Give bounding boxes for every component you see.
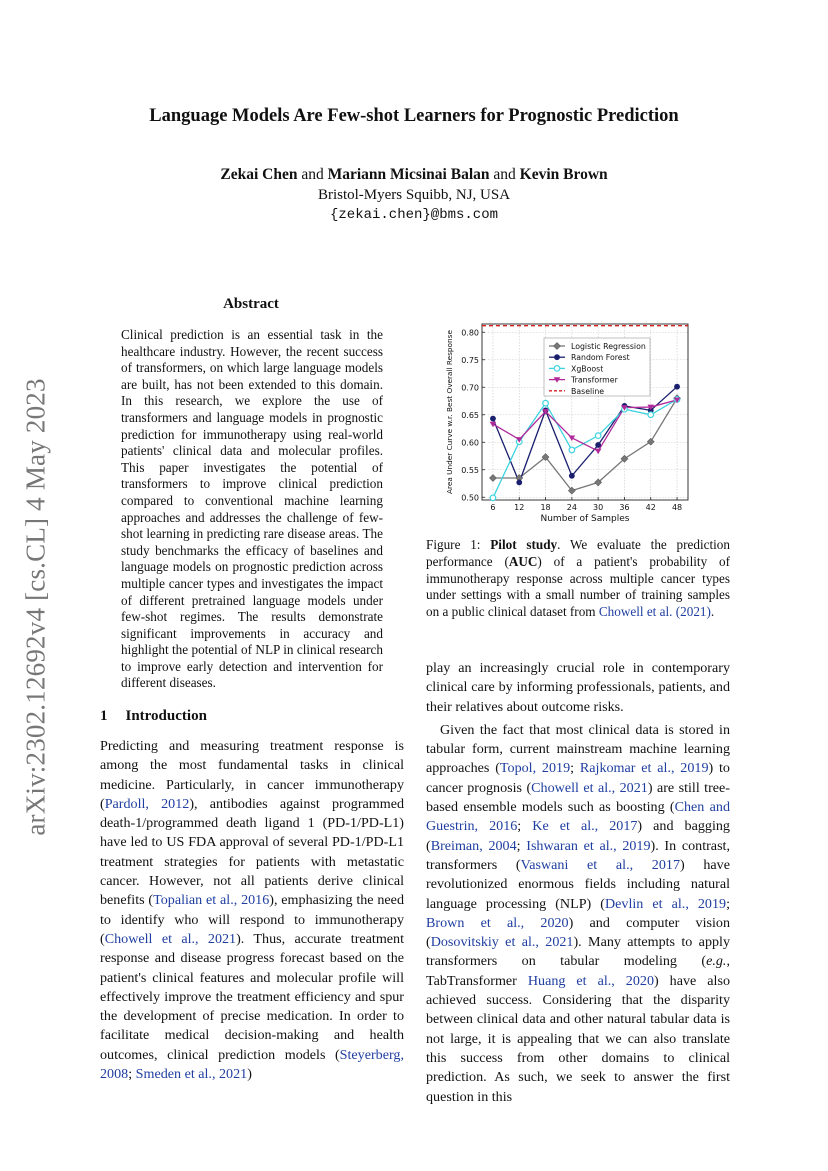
x-tick-label: 30 — [593, 503, 604, 512]
intro-right-column — [426, 659, 730, 1107]
data-point — [595, 449, 602, 455]
citation-link[interactable]: Devlin et al., 2019 — [605, 895, 727, 912]
text-run: ; — [570, 760, 580, 777]
intro-paragraph-2 — [426, 721, 730, 1107]
legend-label: XgBoost — [571, 364, 604, 374]
data-point — [569, 473, 575, 479]
data-point — [490, 416, 496, 422]
y-tick-label: 0.60 — [461, 438, 479, 448]
text-run: ). Many attempts to apply transformers on tabular modeling ( — [426, 934, 730, 970]
author-sep-2: and — [493, 166, 516, 183]
citation-link[interactable]: Rajkomar et al., 2019 — [579, 760, 709, 777]
data-point — [674, 384, 680, 390]
abstract-heading: Abstract — [223, 296, 279, 312]
data-point — [489, 474, 496, 481]
email: {zekai.chen}@bms.com — [329, 207, 499, 223]
text-run: ) and bagging ( — [426, 818, 730, 854]
text-run: ; — [517, 818, 533, 835]
figure-1-caption — [426, 537, 730, 621]
paper-title: Language Models Are Few-shot Learners for Prognostic Prediction — [149, 106, 679, 126]
abstract-body: Clinical prediction is an essential task in the healthcare industry. However, the recent success of transformers, on which large language models are built, has not been extended to this domain. In this research, we explore the use of transformers and language models in prognostic prediction for immunotherapy using real-world patients' clinical data and molecular profiles. This paper investigates the potential of transformers to improve clinical prediction compared to conventional machine learning approaches and addresses the challenge of few-shot learning in predicting rare disease areas. The study benchmarks the efficacy of baselines and language models on prognostic prediction across multiple cancer types and investigates the impact of different pretrained language models under few-shot regimes. The results demonstrate significant improvements in accuracy and highlight the potential of NLP in clinical research to improve early detection and intervention for different diseases. — [121, 327, 383, 691]
intro-left-column — [100, 737, 404, 1084]
caption-text-1: . We evaluate the prediction performance ( — [426, 537, 730, 569]
x-tick-label: 24 — [566, 503, 577, 512]
caption-bold: Pilot study — [490, 537, 558, 552]
text-run: ) are still tree-based ensemble models such as boosting ( — [426, 779, 730, 816]
y-tick-label: 0.70 — [461, 383, 479, 393]
data-point — [647, 438, 654, 445]
y-tick-label: 0.75 — [461, 355, 479, 365]
legend-label: Baseline — [571, 386, 605, 396]
caption-text-2: ) of a patient's probability of immunotherapy response across multiple cancer types under settings with a small number of training samples on a public clinical dataset from — [426, 553, 730, 620]
citation-link[interactable]: Breiman, 2004 — [430, 837, 517, 854]
legend-marker — [554, 354, 560, 360]
x-axis-label: Number of Samples — [540, 514, 630, 524]
text-run: ). In contrast, transformers ( — [426, 837, 730, 873]
author-1: Zekai Chen — [220, 166, 298, 183]
section-title: Introduction — [125, 708, 207, 724]
text-run: ), emphasizing the need to identify who will respond to immunotherapy ( — [100, 892, 404, 947]
citation-link[interactable]: Huang et al., 2020 — [527, 972, 654, 989]
italic-run: e.g. — [706, 953, 727, 970]
arxiv-stamp — [19, 364, 53, 850]
data-point — [490, 495, 496, 501]
x-tick-label: 18 — [540, 503, 551, 512]
series-line — [493, 387, 677, 483]
intro-paragraph-1 — [100, 737, 404, 1084]
legend-label: Transformer — [571, 375, 618, 385]
text-run: Given the fact that most clinical data is stored in tabular form, current mainstream machine learning approaches ( — [426, 721, 730, 777]
citation-link[interactable]: Ke et al., 2017 — [532, 818, 638, 835]
data-point — [569, 447, 575, 453]
text-run: Predicting and measuring treatment response is among the most fundamental tasks in clinical medicine. Particularly, in cancer immunotherapy ( — [100, 738, 404, 812]
citation-link[interactable]: Smeden et al., 2021 — [135, 1066, 248, 1083]
citation-link[interactable]: Topalian et al., 2016 — [153, 892, 270, 909]
caption-label: Figure 1: — [426, 537, 491, 552]
data-point — [648, 412, 654, 418]
data-point — [595, 433, 601, 439]
caption-end: . — [710, 604, 715, 620]
citation-link[interactable]: Steyerberg, 2008 — [100, 1046, 404, 1083]
citation-link[interactable]: Vaswani et al., 2017 — [520, 856, 680, 873]
citation-link[interactable]: Chen and Guestrin, 2016 — [426, 799, 731, 835]
y-axis-label: Area Under Curve w.r. Best Overall Response — [445, 330, 454, 494]
author-3: Kevin Brown — [519, 166, 608, 183]
intro-paragraph-1-cont: play an increasingly crucial role in contemporary clinical care by informing professionals, patients, and their relatives about outcome risks. — [426, 660, 730, 715]
y-tick-label: 0.80 — [461, 328, 479, 338]
text-run: ) to cancer prognosis ( — [426, 760, 730, 796]
citation-link[interactable]: Ishwaran et al., 2019 — [526, 837, 651, 854]
section-number: 1 — [100, 708, 108, 724]
author-2: Mariann Micsinai Balan — [327, 166, 490, 183]
text-run: ), antibodies against programmed death-1/programmed death ligand 1 (PD-1/PD-L1) have led to US FDA approval of several PD-1/PD-L1 treatment strategies for patients with metastatic cancer. However, not all patients derive clinical benefits ( — [100, 795, 404, 909]
author-list — [0, 166, 828, 184]
x-tick-label: 36 — [619, 503, 630, 512]
y-tick-label: 0.55 — [461, 465, 479, 475]
y-tick-label: 0.50 — [461, 493, 479, 503]
text-run: ; — [726, 895, 730, 912]
text-run: ) have revolutionized enormous fields including natural language processing (NLP) ( — [426, 856, 730, 912]
affiliation: Bristol-Myers Squibb, NJ, USA — [317, 187, 511, 203]
citation-link[interactable]: Topol, 2019 — [499, 760, 571, 777]
caption-auc: AUC — [508, 553, 538, 569]
author-sep-1: and — [301, 166, 324, 183]
section-heading — [100, 708, 207, 725]
citation-link[interactable]: Brown et al., 2020 — [426, 914, 569, 931]
text-run: ) — [247, 1066, 252, 1083]
legend-label: Logistic Regression — [571, 342, 646, 351]
text-run: ) and computer vision ( — [426, 914, 730, 951]
text-run: ; — [516, 837, 527, 854]
x-tick-label: 6 — [490, 503, 496, 512]
citation-link[interactable]: Dosovitskiy et al., 2021 — [430, 934, 574, 951]
figure-1-chart — [440, 318, 700, 528]
arxiv-stamp-text: arXiv:2302.12692v4 [cs.CL] 4 May 2023 — [20, 378, 51, 836]
text-run: ) have also achieved success. Considering that the disparity between clinical data and other natural tabular data is not large, it is appealing that we can also translate this success from other domains to clinical prediction. As such, we seek to answer the first question in this — [426, 972, 730, 1105]
data-point — [516, 480, 522, 486]
text-run: , TabTransformer — [426, 953, 730, 989]
x-tick-label: 48 — [671, 503, 683, 512]
text-run: ). Thus, accurate treatment response and disease progress forecast based on the patient's clinical features and molecular profile will effectively improve the treatment efficiency and spur the development of precise medication. In order to facilitate medical decision-making and health outcomes, clinical prediction models ( — [100, 930, 404, 1063]
legend-label: Random Forest — [571, 353, 630, 363]
y-tick-label: 0.65 — [461, 410, 479, 420]
data-point — [595, 442, 601, 448]
citation-link[interactable]: Chowell et al., 2021 — [531, 779, 648, 796]
citation-link[interactable]: Pardoll, 2012 — [104, 795, 190, 812]
data-point — [543, 400, 549, 406]
text-run: ; — [128, 1066, 136, 1083]
x-tick-label: 12 — [514, 503, 525, 512]
legend-marker — [554, 366, 560, 372]
x-tick-label: 42 — [645, 503, 656, 512]
data-point — [569, 435, 576, 441]
caption-citation[interactable]: Chowell et al. (2021) — [598, 604, 711, 620]
citation-link[interactable]: Chowell et al., 2021 — [104, 930, 237, 947]
